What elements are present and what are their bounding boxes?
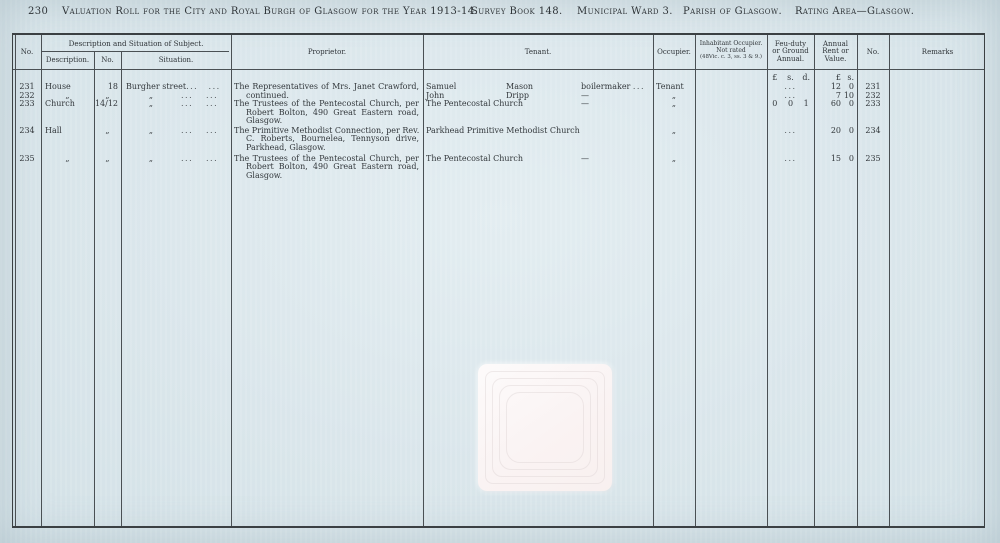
rent-shillings: 0: [848, 153, 854, 163]
col-group-description-situation: Description and Situation of Subject.: [68, 39, 204, 48]
cell-no-right: 231: [865, 82, 881, 91]
inhabitant-line3: (48Vic. c. 3, ss. 3 & 9.): [699, 54, 763, 61]
table-row-continuation: [13, 143, 984, 152]
col-no-right: No.: [866, 48, 880, 56]
cell-proprietor: The Primitive Methodist Connection, per Rev.: [234, 125, 420, 135]
table-row-continuation: [13, 116, 984, 125]
leader-dots: ...: [632, 82, 645, 91]
tenant-forename: Samuel: [426, 82, 457, 91]
annual-unit-pounds: £: [835, 73, 841, 82]
col-street-no: No.: [101, 56, 114, 64]
col-remarks: Remarks: [921, 48, 954, 56]
rent-pounds: 20: [830, 125, 841, 135]
leader-dots: ...: [186, 82, 199, 91]
cell-no-left: 235: [19, 153, 35, 163]
cell-occupier: „: [671, 125, 677, 135]
feu-line1: Feu-duty: [774, 40, 807, 48]
cell-occupier: „: [671, 153, 677, 163]
tenant-occupation: —: [581, 99, 589, 108]
rent-shillings: 0: [848, 125, 854, 135]
situation-text: „: [148, 90, 154, 100]
leader-dots: ...: [206, 99, 219, 108]
parish-label: Parish of Glasgow.: [683, 6, 783, 17]
survey-book-label: Survey Book 148.: [471, 6, 563, 17]
cell-street-no: 14/12: [94, 99, 118, 108]
feu-pounds: 0: [772, 99, 778, 108]
cell-proprietor: Glasgow.: [246, 170, 283, 180]
tenant-name: Parkhead Primitive Methodist Church: [426, 125, 580, 135]
rent-pounds: 15: [830, 153, 841, 163]
page-header: [0, 6, 1000, 24]
cell-proprietor: The Trustees of the Pentecostal Church, per: [234, 99, 419, 108]
cell-no-left: 234: [19, 125, 35, 135]
situation-text: Burgher street: [126, 82, 187, 91]
cell-proprietor: The Representatives of Mrs. Janet Crawford,: [234, 82, 419, 91]
cell-feu-duty: ...: [784, 153, 797, 163]
cell-proprietor: C. Roberts, Bournelea, Tennyson drive,: [246, 134, 419, 143]
annual-unit-shillings: s.: [847, 73, 854, 82]
cell-description: „: [65, 153, 70, 163]
leader-dots: ...: [181, 99, 194, 108]
col-feu-duty: [767, 41, 814, 63]
cell-street-no: 18: [107, 82, 118, 91]
cell-no-left: 231: [19, 82, 35, 91]
annual-units: [814, 73, 857, 82]
cell-feu-duty: ...: [784, 90, 797, 100]
feu-shillings: 0: [787, 99, 794, 108]
leader-dots: ...: [206, 153, 219, 163]
cell-occupier: Tenant: [656, 82, 684, 91]
tenant-name: The Pentecostal Church: [426, 153, 523, 163]
cell-street-no: „: [105, 90, 110, 100]
col-inhabitant-occupier: [695, 41, 767, 61]
feu-line2: or Ground: [772, 47, 809, 56]
leader-dots: ...: [181, 125, 194, 135]
cell-occupier: „: [671, 99, 677, 108]
tenant-surname: Dripp: [506, 90, 530, 100]
feu-units: [767, 73, 814, 82]
leader-dots: ...: [181, 153, 194, 163]
rent-shillings: 0: [848, 99, 854, 108]
cell-no-right: 235: [865, 153, 881, 163]
inhabitant-line2: Not rated: [716, 46, 746, 54]
cell-description: Church: [45, 99, 75, 108]
inhabitant-line1: Inhabitant Occupier.: [699, 40, 763, 47]
table-row-continuation: [13, 171, 984, 180]
cell-proprietor: The Trustees of the Pentecostal Church, per: [234, 153, 419, 163]
cell-description: Hall: [45, 125, 62, 135]
leader-dots: ...: [208, 82, 221, 91]
col-description: Description.: [45, 56, 90, 64]
cell-proprietor: Robert Bolton, 490 Great Eastern road,: [246, 162, 419, 171]
cell-proprietor: Parkhead, Glasgow.: [246, 142, 326, 152]
leader-dots: ...: [181, 90, 194, 100]
cell-street-no: „: [105, 125, 110, 135]
tenant-occupation: —: [581, 153, 589, 163]
situation-text: „: [148, 125, 154, 135]
security-tag-sticker: [478, 364, 612, 491]
cell-no-right: 233: [865, 99, 881, 108]
leader-dots: ...: [206, 90, 219, 100]
feu-line3: Annual.: [776, 54, 805, 63]
col-tenant: Tenant.: [524, 48, 552, 56]
cell-no-right: 232: [865, 90, 881, 100]
page-title: Valuation Roll for the City and Royal Burgh of Glasgow for the Year 1913-14.: [62, 6, 479, 17]
col-occupier: Occupier.: [657, 48, 691, 56]
tenant-occupation: —: [581, 90, 589, 100]
tenant-forename: John: [426, 90, 445, 100]
cell-no-right: 234: [865, 125, 881, 135]
tenant-name: The Pentecostal Church: [426, 99, 523, 108]
annual-line2: Rent or: [822, 47, 849, 56]
cell-proprietor: Robert Bolton, 490 Great Eastern road,: [246, 107, 419, 117]
cell-feu-duty: ...: [784, 125, 797, 135]
cell-description: „: [65, 90, 70, 100]
leader-dots: ...: [206, 125, 219, 135]
feu-unit-shillings: s.: [787, 73, 794, 82]
rent-pounds: 60: [830, 99, 841, 108]
feu-unit-pence: d.: [802, 73, 811, 82]
rent-pounds: 12: [830, 82, 841, 91]
feu-unit-pounds: £: [772, 73, 778, 82]
cell-proprietor: continued.: [246, 90, 289, 100]
cell-no-left: 233: [19, 99, 35, 108]
tenant-surname: Mason: [506, 82, 534, 91]
cell-proprietor: Glasgow.: [246, 116, 283, 125]
feu-pence: 1: [803, 99, 809, 108]
cell-no-left: 232: [19, 90, 35, 100]
col-proprietor: Proprietor.: [307, 48, 347, 56]
rating-area-label: Rating Area—Glasgow.: [795, 6, 915, 17]
col-situation: Situation.: [158, 56, 194, 64]
currency-units-row: [13, 73, 984, 82]
col-no-left: No.: [20, 48, 34, 56]
tenant-occupation: boilermaker: [581, 82, 631, 91]
rent-pounds: 7: [835, 90, 841, 100]
cell-description: House: [45, 82, 71, 91]
rent-shillings: 0: [848, 82, 854, 91]
rent-shillings: 10: [843, 90, 854, 100]
col-annual-rent: [814, 41, 857, 63]
cell-feu-duty: ...: [784, 82, 797, 91]
situation-text: „: [148, 99, 154, 108]
cell-occupier: „: [671, 90, 677, 100]
sticker-ring: [506, 392, 584, 463]
table-header: [13, 35, 984, 69]
cell-street-no: „: [105, 153, 110, 163]
situation-text: „: [148, 153, 154, 163]
page-number: 230: [28, 6, 49, 17]
annual-line3: Value.: [824, 54, 847, 63]
annual-line1: Annual: [823, 40, 848, 48]
municipal-ward-label: Municipal Ward 3.: [577, 6, 673, 17]
